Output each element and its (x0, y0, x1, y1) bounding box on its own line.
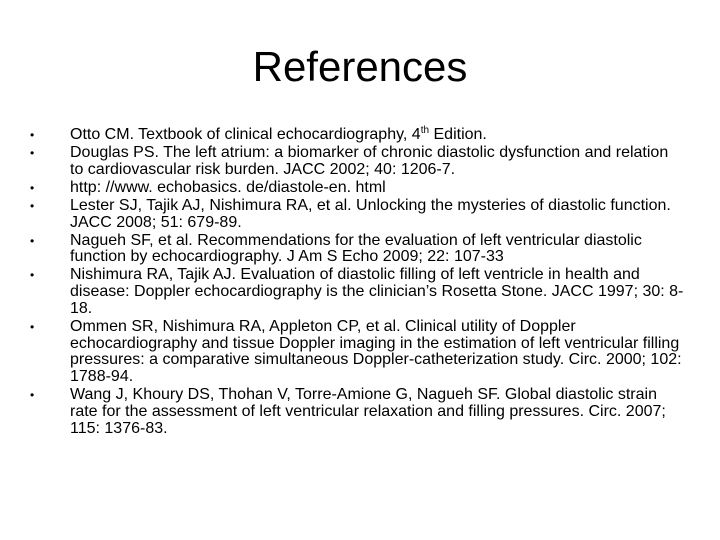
reference-item (30, 145, 685, 179)
reference-text: http: //www. echobasics. de/diastole-en. html (70, 178, 386, 196)
reference-text: Nishimura RA, Tajik AJ. Evaluation of diastolic filling of left ventricle in health and disease: Doppler echocardiography is the clinician’s Rosetta Stone. JACC 1997; 30: 8-18. (70, 266, 684, 317)
bullet-icon: • (30, 128, 35, 142)
reference-text: Wang J, Khoury DS, Thohan V, Torre-Amione G, Nagueh SF. Global diastolic strain rate for the assessment of left ventricular relaxation and filling pressures. Circ. 2007; 115: 1376-83. (70, 386, 666, 437)
bullet-icon: • (30, 319, 35, 334)
reference-item (30, 127, 685, 144)
reference-text: Douglas PS. The left atrium: a biomarker of chronic diastolic dysfunction and relation to cardiovascular risk burden. JACC 2002; 40: 1206-7. (70, 143, 669, 178)
reference-item (30, 267, 685, 317)
reference-text-end: Edition. (429, 126, 487, 143)
bullet-icon: • (30, 388, 35, 403)
reference-item (30, 198, 685, 232)
reference-item (30, 233, 685, 267)
reference-item (30, 319, 685, 386)
reference-item (30, 387, 685, 437)
reference-superscript: th (420, 125, 430, 136)
bullet-icon: • (30, 180, 35, 195)
reference-text: Nagueh SF, et al. Recommendations for the evaluation of left ventricular diastolic function by echocardiography. J Am S Echo 2009; 22: 107-33 (70, 231, 642, 266)
bullet-icon: • (30, 145, 35, 160)
reference-text: Ommen SR, Nishimura RA, Appleton CP, et al. Clinical utility of Doppler echocardiography and tissue Doppler imaging in the estimation of left ventricular filling pressures: a comparative simultaneous Doppler-catheterization study. Circ. 2000; 102: 1788-94. (70, 317, 682, 386)
bullet-icon: • (30, 268, 35, 283)
slide-title: References (252, 43, 468, 90)
bullet-icon: • (30, 233, 35, 248)
bullet-icon: • (30, 198, 35, 213)
reference-list (30, 127, 685, 439)
reference-text: Lester SJ, Tajik AJ, Nishimura RA, et al. Unlocking the mysteries of diastolic function. JACC 2008; 51: 679-89. (70, 196, 671, 231)
reference-item (30, 180, 685, 197)
reference-text: Otto CM. Textbook of clinical echocardiography, 4 (70, 126, 421, 143)
